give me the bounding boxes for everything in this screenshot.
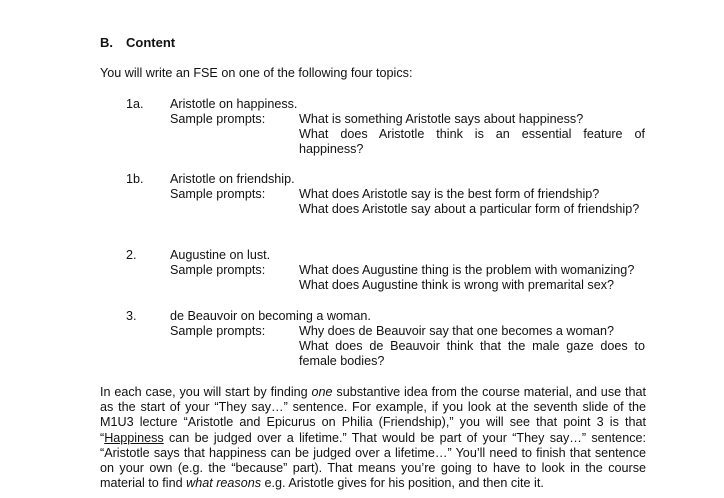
prompt: What does Aristotle say about a particular form of friendship? [299, 202, 640, 216]
topic-number: 3. [126, 309, 137, 323]
closing-emphasis: one [311, 385, 333, 399]
prompt-list [299, 112, 645, 157]
prompts-label: Sample prompts: [170, 112, 266, 126]
closing-emphasis: what reasons [186, 476, 262, 491]
topic-number: 1a. [126, 97, 144, 111]
prompt-list [299, 187, 645, 217]
closing-text: In each case, you will start by finding [100, 385, 312, 399]
closing-underline: Happiness [104, 430, 164, 445]
prompt-list [299, 324, 645, 369]
section-number: B. [100, 35, 113, 50]
prompt-list [299, 263, 645, 293]
topic-title: Augustine on lust. [170, 248, 271, 262]
section-heading [100, 35, 175, 50]
closing-text: can be judged over a lifetime.” That would be part of your “They say…” sentence: “Aristotle says that happiness can be judged over a lifetime…” You’ll need to finish that sentence on your own (e.g. the “because” part). That means you’re going to have to look in the course material to find [100, 430, 646, 491]
prompts-label: Sample prompts: [170, 263, 266, 277]
closing-paragraph [100, 385, 646, 491]
section-title: Content [126, 35, 176, 50]
closing-text: substantive idea from the course material, and use that as the start of your “They say…” sentence. For example, if you look at the seventh slide of the M1U3 lecture “Aristotle and Epicurus on Philia (Friendship),” you will see that point 3 is that “ [100, 385, 646, 445]
prompt: What does Aristotle think is an essential feature of happiness? [299, 127, 645, 156]
topic-number: 1b. [126, 172, 144, 186]
prompt: What does Augustine thing is the problem with womanizing? [299, 263, 635, 277]
prompt: What does Augustine think is wrong with premarital sex? [299, 278, 614, 292]
prompt: What does de Beauvoir think that the male gaze does to female bodies? [299, 339, 645, 368]
closing-text: e.g. Aristotle gives for his position, and then cite it. [261, 476, 544, 491]
prompts-label: Sample prompts: [170, 187, 266, 201]
topic-title: de Beauvoir on becoming a woman. [170, 309, 371, 323]
prompt: What is something Aristotle says about happiness? [299, 112, 584, 126]
prompt: Why does de Beauvoir say that one becomes a woman? [299, 324, 615, 338]
prompts-label: Sample prompts: [170, 324, 266, 338]
prompt: What does Aristotle say is the best form of friendship? [299, 187, 600, 201]
topic-number: 2. [126, 248, 137, 262]
topic-title: Aristotle on happiness. [170, 97, 298, 111]
intro-text: You will write an FSE on one of the following four topics: [100, 66, 413, 80]
topic-title: Aristotle on friendship. [170, 172, 295, 186]
